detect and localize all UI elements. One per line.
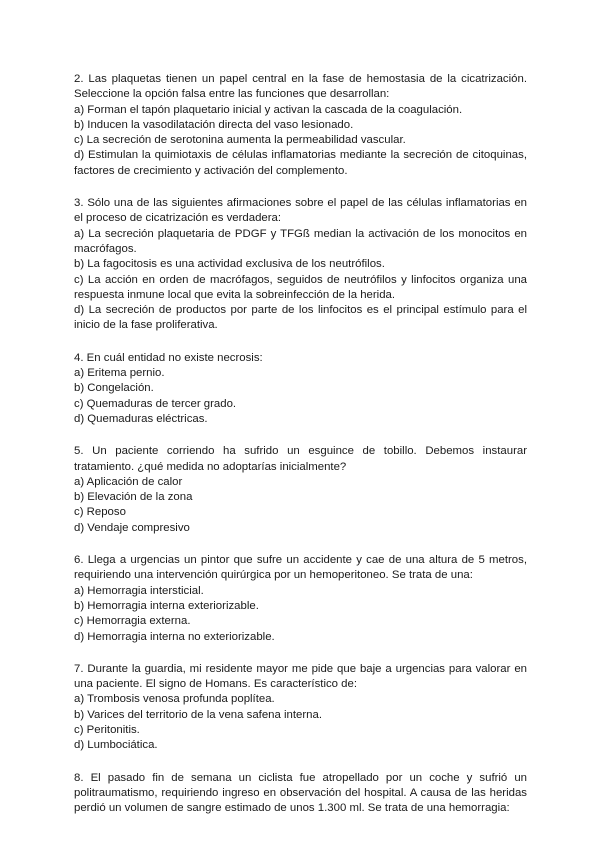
question-stem: 2. Las plaquetas tienen un papel central en la fase de hemostasia de la cicatrización. Seleccione la opción falsa entre las funciones que desarrollan:: [74, 73, 527, 101]
question-stem: 4. En cuál entidad no existe necrosis:: [74, 351, 263, 364]
question-stem: 3. Sólo una de las siguientes afirmaciones sobre el papel de las células inflamatorias en el proceso de cicatrización es verdadera:: [74, 197, 527, 225]
question-stem: 6. Llega a urgencias un pintor que sufre un accidente y cae de una altura de 5 metros, requiriendo una intervención quirúrgica por un hemoperitoneo. Se trata de una:: [74, 554, 527, 582]
option-d: d) Lumbociática.: [74, 739, 158, 752]
question-4: [74, 351, 527, 427]
question-8: [74, 771, 527, 817]
option-b: b) Elevación de la zona: [74, 491, 193, 504]
question-2: [74, 72, 527, 179]
option-a: a) La secreción plaquetaria de PDGF y TFGß median la activación de los monocitos en macrófagos.: [74, 227, 527, 255]
option-b: b) La fagocitosis es una actividad exclusiva de los neutrófilos.: [74, 258, 385, 271]
option-a: a) Trombosis venosa profunda poplítea.: [74, 693, 275, 706]
question-3: [74, 196, 527, 334]
option-c: c) Reposo: [74, 506, 126, 519]
option-d: d) Quemaduras eléctricas.: [74, 412, 208, 425]
option-c: c) Peritonitis.: [74, 723, 140, 736]
option-d: d) Vendaje compresivo: [74, 521, 190, 534]
option-d: d) Hemorragia interna no exteriorizable.: [74, 630, 275, 643]
option-c: c) Quemaduras de tercer grado.: [74, 397, 237, 410]
option-d: d) Estimulan la quimiotaxis de células inflamatorias mediante la secreción de citoquinas, factores de crecimiento y activación del complemento.: [74, 149, 527, 177]
option-c: c) La secreción de serotonina aumenta la permeabilidad vascular.: [74, 134, 406, 147]
option-d: d) La secreción de productos por parte de los linfocitos es el principal estímulo para el inicio de la fase proliferativa.: [74, 304, 527, 332]
option-b: b) Varices del territorio de la vena safena interna.: [74, 708, 322, 721]
question-stem: 5. Un paciente corriendo ha sufrido un esguince de tobillo. Debemos instaurar tratamiento. ¿qué medida no adoptarías inicialmente?: [74, 445, 527, 473]
option-a: a) Aplicación de calor: [74, 475, 183, 488]
question-7: [74, 662, 527, 754]
option-c: c) Hemorragia externa.: [74, 615, 191, 628]
option-b: b) Congelación.: [74, 382, 154, 395]
question-5: [74, 444, 527, 536]
option-b: b) Hemorragia interna exteriorizable.: [74, 599, 259, 612]
option-a: a) Hemorragia intersticial.: [74, 584, 204, 597]
option-a: a) Eritema pernio.: [74, 367, 165, 380]
option-b: b) Inducen la vasodilatación directa del vaso lesionado.: [74, 118, 354, 131]
question-6: [74, 553, 527, 645]
option-c: c) La acción en orden de macrófagos, seguidos de neutrófilos y linfocitos organiza una respuesta inmune local que evita la sobreinfección de la herida.: [74, 273, 527, 301]
question-stem: 8. El pasado fin de semana un ciclista fue atropellado por un coche y sufrió un politraumatismo, requiriendo ingreso en observación del hospital. A causa de las heridas perdió un volumen de sangre estimado de unos 1.300 ml. Se trata de una hemorragia:: [74, 771, 527, 815]
question-stem: 7. Durante la guardia, mi residente mayor me pide que baje a urgencias para valorar en una paciente. El signo de Homans. Es característico de:: [74, 662, 527, 691]
option-a: a) Forman el tapón plaquetario inicial y activan la cascada de la coagulación.: [74, 103, 463, 116]
